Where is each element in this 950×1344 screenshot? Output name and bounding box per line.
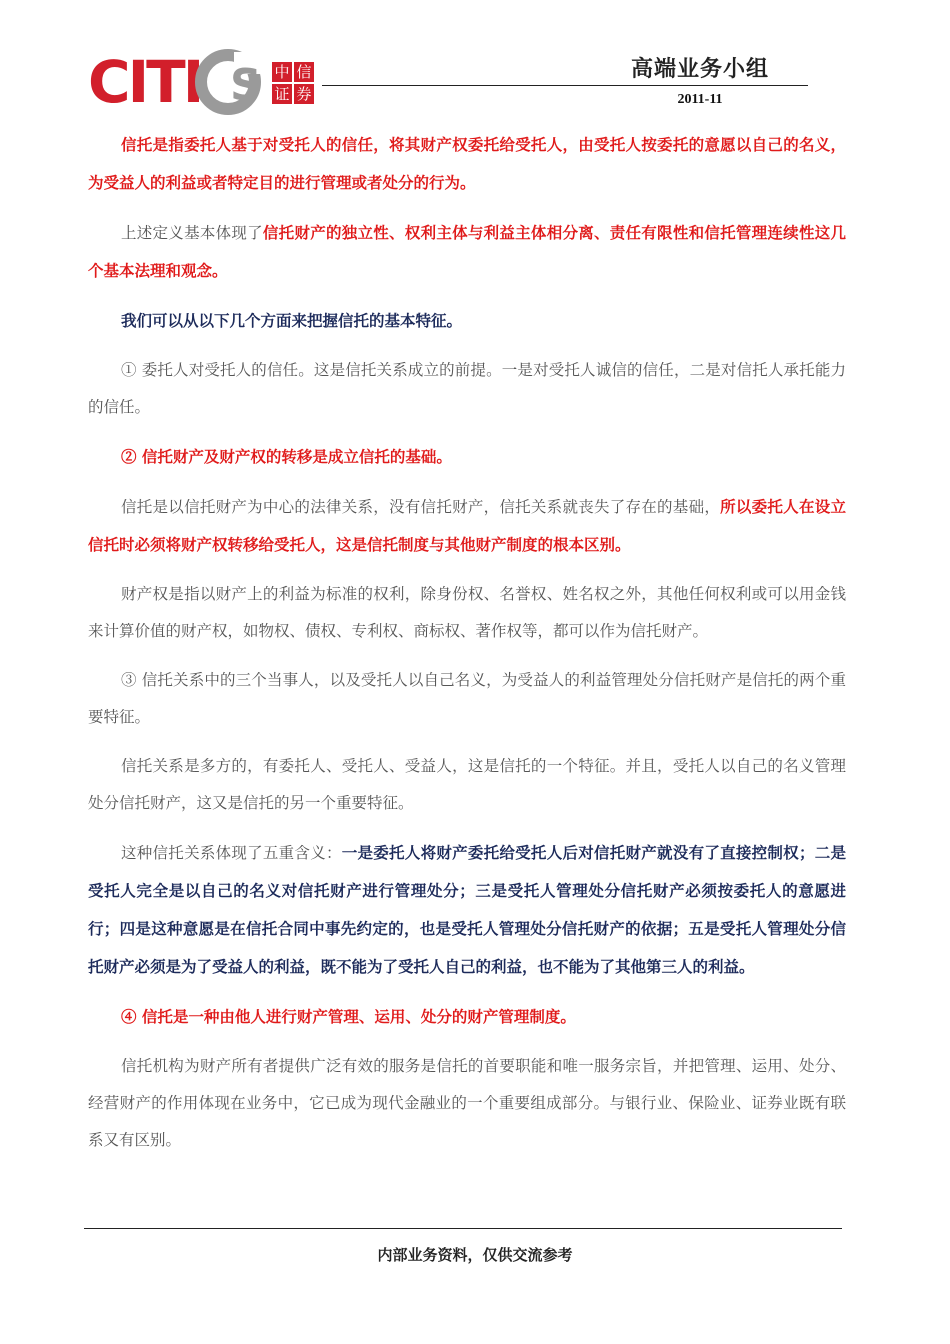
paragraph-text: 上述定义基本体现了 (121, 224, 263, 242)
paragraph (88, 438, 846, 476)
paragraph (88, 998, 846, 1036)
paragraph (88, 126, 846, 202)
paragraph (88, 576, 846, 650)
logo-cn-char: 证 (272, 84, 292, 104)
paragraph (88, 352, 846, 426)
paragraph-heading: 我们可以从以下几个方面来把握信托的基本特征。 (121, 311, 463, 330)
logo-citi-text: CITI (88, 48, 202, 116)
paragraph-text: 财产权是指以财产上的利益为标准的权利，除身份权、名誉权、姓名权之外，其他任何权利或可以用金钱来计算价值的财产权，如物权、债权、专利权、商标权、著作权等，都可以作为信托财产。 (88, 585, 846, 640)
paragraph (88, 1048, 846, 1159)
paragraph-heading: ② 信托财产及财产权的转移是成立信托的基础。 (121, 447, 452, 466)
paragraph (88, 834, 846, 986)
paragraph (88, 488, 846, 564)
paragraph (88, 662, 846, 736)
paragraph-text: 信托机构为财产所有者提供广泛有效的服务是信托的首要职能和唯一服务宗旨，并把管理、运用、处分、经营财产的作用体现在业务中，它已成为现代金融业的一个重要组成部分。与银行业、保险业、证券业既有联系又有区别。 (88, 1057, 846, 1149)
citics-logo (88, 48, 313, 116)
header-date: 2011-11 (677, 92, 723, 107)
footer-note: 内部业务资料，仅供交流参考 (377, 1246, 573, 1264)
footer-divider (84, 1228, 842, 1229)
logo-cn-block (272, 62, 316, 106)
header-title: 高端业务小组 (630, 57, 769, 82)
logo-cn-char: 券 (294, 84, 314, 104)
paragraph-text: 信托是以信托财产为中心的法律关系，没有信托财产，信托关系就丧失了存在的基础， (121, 498, 721, 516)
paragraph-text: 信托关系是多方的，有委托人、受托人、受益人，这是信托的一个特征。并且，受托人以自己的名义管理处分信托财产，这又是信托的另一个重要特征。 (88, 757, 846, 812)
paragraph-heading: ④ 信托是一种由他人进行财产管理、运用、处分的财产管理制度。 (121, 1007, 576, 1026)
document-body (88, 126, 846, 1171)
paragraph (88, 214, 846, 290)
logo-cn-char: 中 (272, 62, 292, 82)
logo-cn-char: 信 (294, 62, 314, 82)
logo-cs-mark (194, 48, 274, 116)
paragraph (88, 302, 846, 340)
svg-text:S: S (230, 60, 262, 111)
paragraph-text: 这种信托关系体现了五重含义： (121, 844, 342, 862)
paragraph (88, 748, 846, 822)
paragraph-emphasis: 信托财产的独立性、权利主体与利益主体相分离、责任有限性和信托管理连续性这几个基本法理和观念。 (88, 223, 846, 280)
paragraph-text: 信托是指委托人基于对受托人的信任，将其财产权委托给受托人，由受托人按委托的意愿以自己的名义，为受益人的利益或者特定目的进行管理或者处分的行为。 (88, 135, 846, 192)
header-divider (322, 85, 808, 86)
paragraph-text: ① 委托人对受托人的信任。这是信托关系成立的前提。一是对受托人诚信的信任，二是对信托人承托能力的信任。 (88, 361, 846, 416)
paragraph-text: ③ 信托关系中的三个当事人，以及受托人以自己名义，为受益人的利益管理处分信托财产是信托的两个重要特征。 (88, 671, 846, 726)
paragraph-emphasis: 所以委托人在设立信托时必须将财产权转移给受托人，这是信托制度与其他财产制度的根本区别。 (88, 497, 846, 554)
paragraph-emphasis: 一是委托人将财产委托给受托人后对信托财产就没有了直接控制权；二是受托人完全是以自己的名义对信托财产进行管理处分；三是受托人管理处分信托财产必须按委托人的意愿进行；四是这种意愿是在信托合同中事先约定的，也是受托人管理处分信托财产的依据；五是受托人管理处分信托财产必须是为了受益人的利益，既不能为了受托人自己的利益，也不能为了其他第三人的利益。 (88, 843, 846, 976)
